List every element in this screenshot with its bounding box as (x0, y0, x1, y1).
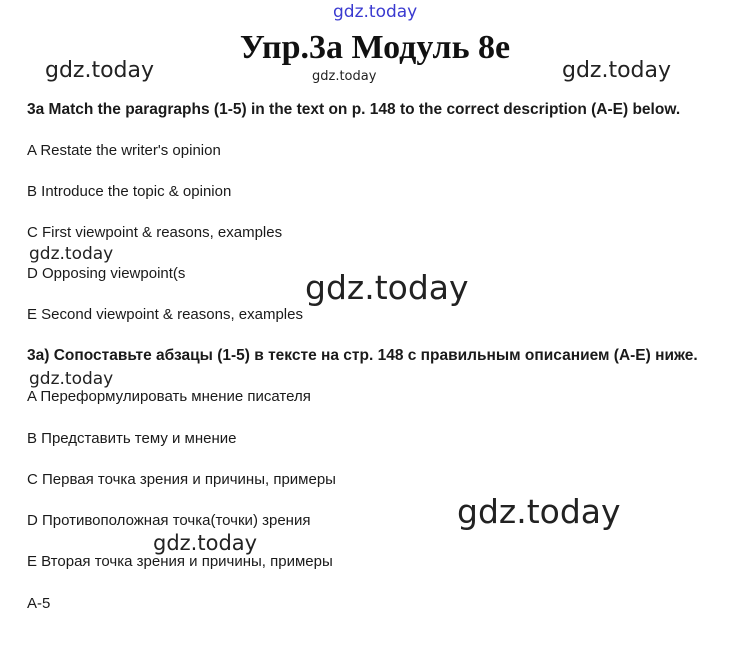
watermark-right: gdz.today (562, 58, 672, 83)
english-heading: 3a Match the paragraphs (1-5) in the text on p. 148 to the correct description (A-E) below. (27, 101, 681, 118)
russian-heading: 3а) Сопоставьте абзацы (1-5) в тексте на стр. 148 с правильным описанием (A-E) ниже. (27, 347, 698, 364)
watermark-top: gdz.today (333, 2, 418, 22)
english-item-b: B Introduce the topic & opinion (27, 183, 232, 200)
russian-item-d: D Противоположная точка(точки) зрения (27, 512, 311, 529)
answer: A-5 (27, 595, 51, 612)
english-item-d: D Opposing viewpoint(s (27, 265, 186, 282)
watermark-bottom: gdz.today (153, 531, 258, 555)
watermark-under-title: gdz.today (312, 69, 377, 84)
watermark-mid-left: gdz.today (29, 244, 114, 264)
english-item-e: E Second viewpoint & reasons, examples (27, 306, 303, 323)
watermark-left: gdz.today (45, 58, 155, 83)
english-item-a: A Restate the writer's opinion (27, 142, 221, 159)
watermark-lower-left: gdz.today (29, 369, 114, 389)
watermark-lower-right: gdz.today (457, 492, 621, 531)
watermark-center: gdz.today (305, 268, 469, 307)
russian-item-c: C Первая точка зрения и причины, примеры (27, 471, 336, 488)
russian-item-e: E Вторая точка зрения и причины, примеры (27, 553, 333, 570)
russian-item-a: A Переформулировать мнение писателя (27, 388, 311, 405)
russian-item-b: B Представить тему и мнение (27, 430, 237, 447)
page-title: Упр.3а Модуль 8е (239, 29, 511, 66)
english-item-c: C First viewpoint & reasons, examples (27, 224, 283, 241)
